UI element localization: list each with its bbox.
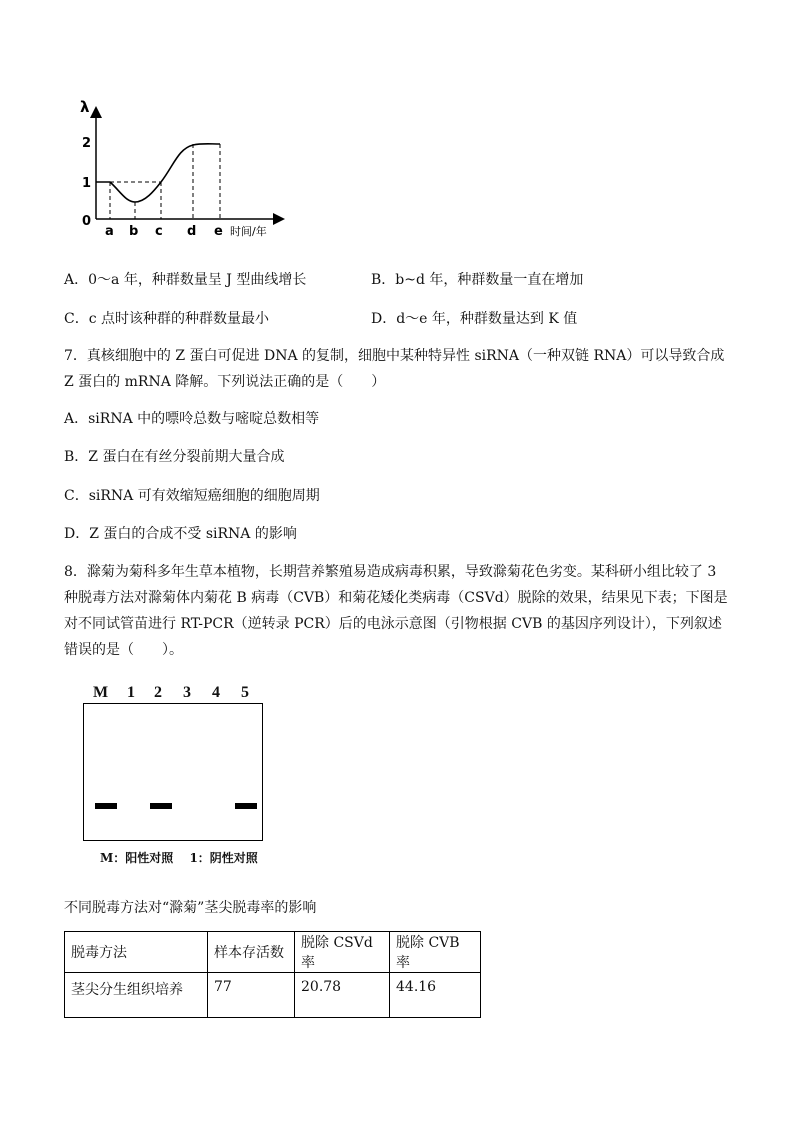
x-tick-b: b (129, 224, 139, 239)
y-tick-0: 0 (82, 214, 92, 229)
q7-stem: 7．真核细胞中的 Z 蛋白可促进 DNA 的复制，细胞中某种特异性 siRNA（一种双链 RNA）可以导致合成 Z 蛋白的 mRNA 降解。下列说法正确的是（ ） (64, 348, 725, 390)
q6-option-b: B．b~d 年，种群数量一直在增加 (371, 272, 584, 288)
q8-stem: 8．滁菊为菊科多年生草本植物，长期营养繁殖易造成病毒积累，导致滁菊花色劣变。某科研小组比较了 3 种脱毒方法对滁菊体内菊花 B 病毒（CVB）和菊花矮化类病毒（CSVd）脱除的效果，结果见下表；下图是对不同试管苗进行 RT-PCR（逆转录 PCR）后的电泳示意图（引物根据 CVB 的基因序列设计），下列叙述错误的是（ ）。 (64, 564, 728, 658)
lane-label-4: 4 (212, 684, 220, 701)
q6-option-c: C．c 点时该种群的种群数量最小 (64, 311, 270, 327)
lambda-chart (70, 95, 290, 245)
detox-table (64, 931, 481, 1018)
cell-method: 茎尖分生组织培养 (65, 973, 208, 1018)
x-tick-e: e (214, 224, 223, 239)
table-row (65, 973, 481, 1018)
header-method: 脱毒方法 (65, 932, 208, 973)
q7-option-c: C．siRNA 可有效缩短癌细胞的细胞周期 (64, 488, 320, 504)
header-survival: 样本存活数 (208, 932, 295, 973)
header-cvb: 脱除 CVB 率 (390, 932, 481, 973)
table-caption: 不同脱毒方法对“滁菊”茎尖脱毒率的影响 (64, 900, 317, 916)
lane-label-m: M (93, 684, 109, 701)
q7-option-d: D．Z 蛋白的合成不受 siRNA 的影响 (64, 526, 297, 542)
cell-cvb: 44.16 (390, 973, 481, 1018)
lane-label-1: 1 (127, 684, 135, 701)
x-tick-c: c (155, 224, 163, 239)
lambda-curve (96, 144, 220, 202)
guide-lines (110, 144, 220, 219)
header-csvd: 脱除 CSVd 率 (295, 932, 390, 973)
q7-option-a: A．siRNA 中的嘌呤总数与嘧啶总数相等 (64, 411, 320, 427)
band-lane-2 (150, 803, 172, 809)
x-axis-label: 时间/年 (230, 225, 267, 238)
q6-option-d: D．d～e 年，种群数量达到 K 值 (371, 311, 578, 327)
band-lane-5 (235, 803, 257, 809)
gel-box (83, 703, 263, 841)
x-tick-a: a (105, 224, 114, 239)
y-axis-label: λ (80, 98, 90, 116)
x-tick-d: d (187, 224, 197, 239)
q6-option-a: A．0～a 年，种群数量呈 J 型曲线增长 (64, 272, 307, 288)
band-lane-m (95, 803, 117, 809)
lane-label-3: 3 (183, 684, 191, 701)
y-tick-1: 1 (82, 176, 92, 191)
lane-label-5: 5 (241, 684, 249, 701)
table-header-row (65, 932, 481, 973)
q7-option-b: B．Z 蛋白在有丝分裂前期大量合成 (64, 449, 285, 465)
gel-note: M：阳性对照 1：阴性对照 (100, 851, 258, 865)
cell-survival: 77 (208, 973, 295, 1018)
lane-label-2: 2 (154, 684, 162, 701)
y-tick-2: 2 (82, 136, 92, 151)
cell-csvd: 20.78 (295, 973, 390, 1018)
